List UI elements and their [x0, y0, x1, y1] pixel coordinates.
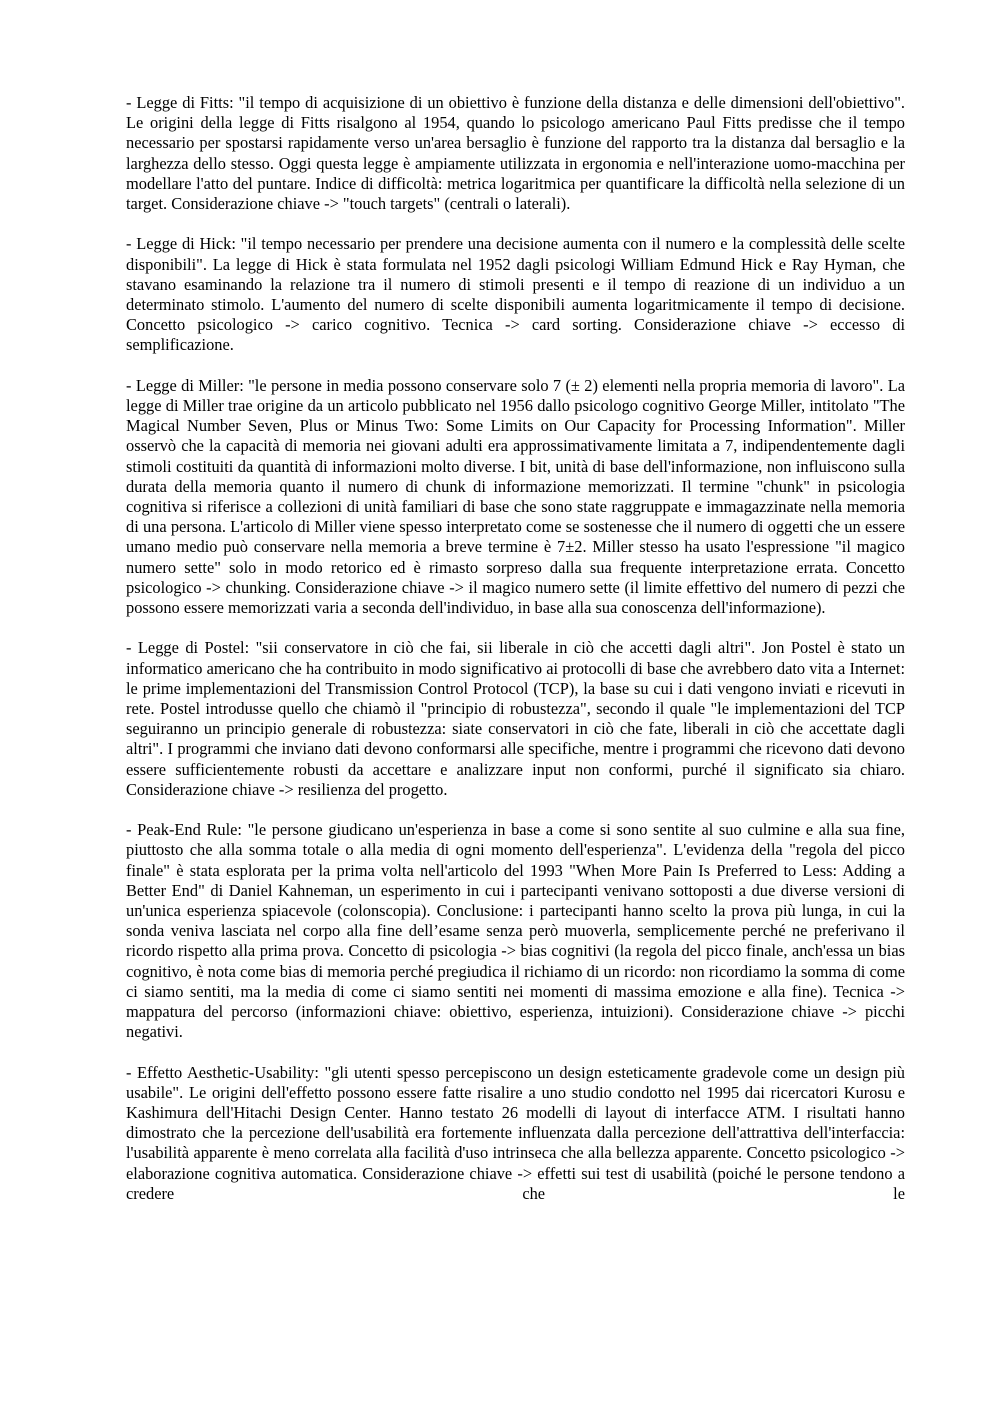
- paragraph-fitts-law: - Legge di Fitts: "il tempo di acquisizione di un obiettivo è funzione della distanza e delle dimensioni dell'obiettivo". Le origini della legge di Fitts risalgono al 1954, quando lo psicologo americano Paul Fitts predisse che il tempo necessario per spostarsi rapidamente verso un'area bersaglio è funzione del rapporto tra la distanza dal bersaglio e la larghezza dello stesso. Oggi questa legge è ampiamente utilizzata in ergonomia e nell'interazione uomo-macchina per modellare l'atto del puntare. Indice di difficoltà: metrica logaritmica per quantificare la difficoltà nella selezione di un target. Considerazione chiave -> "touch targets" (centrali o laterali).: [126, 93, 905, 214]
- document-page: [126, 93, 905, 1204]
- paragraph-peak-end-rule: - Peak-End Rule: "le persone giudicano un'esperienza in base a come si sono sentite al suo culmine e alla sua fine, piuttosto che alla somma totale o alla media di ogni momento dell'esperienza". L'evidenza della "regola del picco finale" è stata esplorata per la prima volta nell'articolo del 1993 "When More Pain Is Preferred to Less: Adding a Better End" di Daniel Kahneman, un esperimento in cui i partecipanti venivano sottoposti a due diverse versioni di un'unica esperienza spiacevole (colonscopia). Conclusione: i partecipanti hanno scelto la prova più lunga, in cui la sonda veniva lasciata nel corpo alla fine dell’esame senza però muoverla, semplicemente perché ne preferivano il ricordo rispetto alla prima prova. Concetto di psicologia -> bias cognitivi (la regola del picco finale, anch'essa un bias cognitivo, è nota come bias di memoria perché pregiudica il richiamo di un ricordo: non ricordiamo la somma di come ci siamo sentiti, ma la media di come ci siamo sentiti nei momenti di massima emozione e alla fine). Tecnica -> mappatura del percorso (informazioni chiave: obiettivo, esperienza, intuizioni). Considerazione chiave -> picchi negativi.: [126, 820, 905, 1042]
- paragraph-miller-law: - Legge di Miller: "le persone in media possono conservare solo 7 (± 2) elementi nella propria memoria di lavoro". La legge di Miller trae origine da un articolo pubblicato nel 1956 dallo psicologo cognitivo George Miller, intitolato "The Magical Number Seven, Plus or Minus Two: Some Limits on Our Capacity for Processing Information". Miller osservò che la capacità di memoria nei giovani adulti era approssimativamente limitata a 7, indipendentemente dagli stimoli costituiti da quantità di informazioni molto diverse. I bit, unità di base dell'informazione, non influiscono sulla durata della memoria quanto il numero di chunk di informazione memorizzati. Il termine "chunk" in psicologia cognitiva si riferisce a collezioni di unità familiari di base che sono state raggruppate e immagazzinate nella memoria di una persona. L'articolo di Miller viene spesso interpretato come se sostenesse che il numero di oggetti che un essere umano medio può conservare nella memoria a breve termine è 7±2. Miller stesso ha usato l'espressione "il magico numero sette" solo in modo retorico ed è rimasto sorpreso dalla sua frequente interpretazione errata. Concetto psicologico -> chunking. Considerazione chiave -> il magico numero sette (il limite effettivo del numero di pezzi che possono essere memorizzati varia a seconda dell'individuo, in base alla sua conoscenza dell'informazione).: [126, 375, 905, 618]
- paragraph-postel-law: - Legge di Postel: "sii conservatore in ciò che fai, sii liberale in ciò che accetti dagli altri". Jon Postel è stato un informatico americano che ha contribuito in modo significativo ai protocolli di base che avrebbero dato vita a Internet: le prime implementazioni del Transmission Control Protocol (TCP), la base su cui i dati vengono inviati e ricevuti in rete. Postel introdusse quello che chiamò il "principio di robustezza", secondo il quale "le implementazioni del TCP seguiranno un principio generale di robustezza: siate conservatori in ciò che fate, liberali in ciò che accettate dagli altri". I programmi che inviano dati devono conformarsi alle specifiche, mentre i programmi che ricevono dati devono essere sufficientemente robusti da accettare e analizzare input non conformi, purché il significato sia chiaro. Considerazione chiave -> resilienza del progetto.: [126, 638, 905, 799]
- paragraph-hick-law: - Legge di Hick: "il tempo necessario per prendere una decisione aumenta con il numero e la complessità delle scelte disponibili". La legge di Hick è stata formulata nel 1952 dagli psicologi William Edmund Hick e Ray Hyman, che stavano esaminando la relazione tra il numero di stimoli presenti e il tempo di reazione di un individuo a un determinato stimolo. L'aumento del numero di scelte disponibili aumenta logaritmicamente il tempo di decisione. Concetto psicologico -> carico cognitivo. Tecnica -> card sorting. Considerazione chiave -> eccesso di semplificazione.: [126, 234, 905, 355]
- paragraph-aesthetic-usability-effect: - Effetto Aesthetic-Usability: "gli utenti spesso percepiscono un design esteticamente gradevole come un design più usabile". Le origini dell'effetto possono essere fatte risalire a uno studio condotto nel 1995 dai ricercatori Kurosu e Kashimura dell'Hitachi Design Center. Hanno testato 26 modelli di layout di interfacce ATM. I risultati hanno dimostrato che la percezione dell'usabilità era fortemente influenzata dalla percezione dell'attrattiva dell'interfaccia: l'usabilità apparente è meno correlata alla facilità d'uso intrinseca che alla bellezza apparente. Concetto psicologico -> elaborazione cognitiva automatica. Considerazione chiave -> effetti sui test di usabilità (poiché le persone tendono a credere che le: [126, 1062, 905, 1203]
